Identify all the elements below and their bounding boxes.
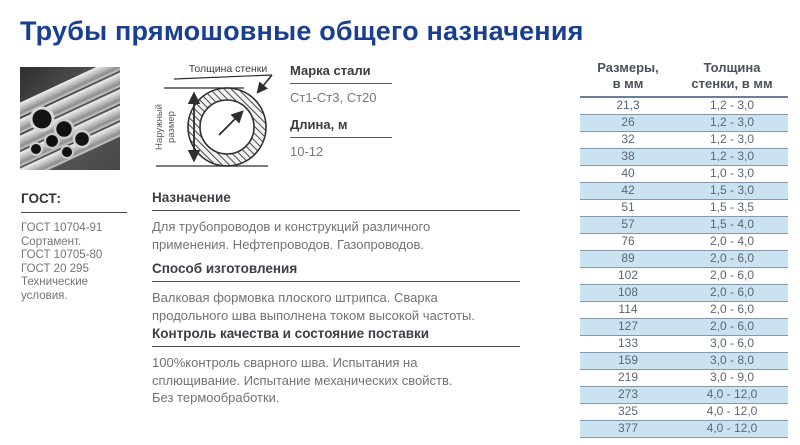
section-heading: Способ изготовления <box>152 261 520 282</box>
wall-cell: 1,2 - 3,0 <box>709 98 755 112</box>
table-row <box>580 234 788 251</box>
wall-cell: 4,0 - 12,0 <box>706 387 758 401</box>
wall-cell: 1,5 - 4,0 <box>709 217 755 231</box>
size-cell: 102 <box>617 268 639 282</box>
size-cell: 159 <box>617 353 639 367</box>
size-cell: 42 <box>621 183 635 197</box>
section-heading: Назначение <box>152 190 520 211</box>
table-row <box>580 336 788 353</box>
wall-thickness-arrow <box>258 75 272 92</box>
wall-cell: 2,0 - 6,0 <box>709 268 755 282</box>
table-row <box>580 166 788 183</box>
page-title: Трубы прямошовные общего назначения <box>20 16 584 46</box>
table-row <box>580 268 788 285</box>
size-cell: 219 <box>617 370 639 384</box>
gost-line: Технические <box>21 276 89 288</box>
size-cell: 51 <box>621 200 635 214</box>
table-row <box>580 285 788 302</box>
size-cell: 127 <box>617 319 639 333</box>
size-cell: 133 <box>617 336 639 350</box>
table-row <box>580 200 788 217</box>
table-row <box>580 302 788 319</box>
wall-cell: 2,0 - 6,0 <box>709 302 755 316</box>
size-cell: 57 <box>621 217 635 231</box>
size-cell: 377 <box>617 421 639 435</box>
table-row <box>580 149 788 166</box>
section-manufacturing <box>152 261 520 324</box>
wall-thickness-label: Толщина стенки <box>188 63 268 75</box>
wall-cell: 2,0 - 6,0 <box>709 251 755 265</box>
size-cell: 38 <box>621 149 635 163</box>
body-line: Без термообработки. <box>152 390 280 405</box>
wall-cell: 4,0 - 12,0 <box>706 404 758 418</box>
wall-cell: 1,2 - 3,0 <box>709 115 755 129</box>
wall-cell: 3,0 - 8,0 <box>709 353 755 367</box>
outer-size-label-line1: Наружный <box>154 104 165 150</box>
section-quality-control <box>152 326 520 407</box>
gost-line: ГОСТ 10704-91 <box>21 222 103 234</box>
size-cell: 40 <box>621 166 635 180</box>
gost-line: Сортамент. <box>21 235 82 248</box>
table-row <box>580 115 788 132</box>
body-line: продольного шва выполнена током высокой частоты. <box>152 307 475 323</box>
table-row <box>580 98 788 115</box>
size-cell: 32 <box>621 132 635 146</box>
size-cell: 108 <box>617 285 639 299</box>
wall-cell: 1,5 - 3,0 <box>709 183 755 197</box>
table-header <box>580 60 788 98</box>
section-body <box>152 289 520 324</box>
table-row <box>580 387 788 404</box>
steel-grade-value: Ст1-Ст3, Ст20 <box>290 90 377 105</box>
section-purpose <box>152 190 520 253</box>
wall-cell: 1,2 - 3,0 <box>709 132 755 146</box>
sizes-table <box>580 60 788 438</box>
body-line: применения. Нефтепроводов. Газопроводов. <box>152 236 425 252</box>
wall-cell: 4,0 - 12,0 <box>706 421 758 435</box>
table-body <box>580 98 788 438</box>
wall-cell: 2,0 - 6,0 <box>709 285 755 299</box>
size-cell: 89 <box>621 251 635 265</box>
length-value: 10-12 <box>290 144 324 159</box>
wall-column-header: Толщина стенки, в мм <box>691 60 773 91</box>
table-row <box>580 183 788 200</box>
body-line: сплющивание. Испытание механических свойств. <box>152 372 453 388</box>
gost-standards-list <box>21 222 127 303</box>
outer-size-label-line2: размер <box>166 111 177 143</box>
wall-cell: 3,0 - 6,0 <box>709 336 755 350</box>
gost-panel <box>21 191 127 303</box>
section-body <box>152 354 520 407</box>
wall-cell: 2,0 - 6,0 <box>709 319 755 333</box>
pipes-photo <box>20 67 120 170</box>
table-row <box>580 353 788 370</box>
pipe-cross-section-diagram <box>148 56 290 180</box>
section-body <box>152 218 520 253</box>
size-column-header: Размеры, в мм <box>597 60 659 91</box>
wall-cell: 1,0 - 3,0 <box>709 166 755 180</box>
gost-line: условия. <box>21 289 68 302</box>
wall-cell: 3,0 - 9,0 <box>709 370 755 384</box>
table-row <box>580 421 788 438</box>
size-cell: 76 <box>621 234 635 248</box>
body-line: 100%контроль сварного шва. Испытания на <box>152 355 418 370</box>
gost-title: ГОСТ: <box>21 191 127 213</box>
body-line: Валковая формовка плоского штрипса. Сварка <box>152 290 438 305</box>
steel-grade-label: Марка стали <box>290 63 392 84</box>
gost-line: ГОСТ 20 295 <box>21 262 89 275</box>
gost-line: ГОСТ 10705-80 <box>21 249 103 261</box>
size-cell: 114 <box>618 302 638 316</box>
size-cell: 273 <box>617 387 639 401</box>
table-row <box>580 132 788 149</box>
pipes-photo-image <box>20 67 120 170</box>
wall-cell: 1,2 - 3,0 <box>709 149 755 163</box>
section-heading: Контроль качества и состояние поставки <box>152 326 520 347</box>
table-row <box>580 319 788 336</box>
specs-panel <box>290 63 398 171</box>
body-line: Для трубопроводов и конструкций различного <box>152 219 431 234</box>
table-row <box>580 217 788 234</box>
wall-cell: 1,5 - 3,5 <box>709 200 755 214</box>
table-row <box>580 251 788 268</box>
wall-cell: 2,0 - 4,0 <box>709 234 755 248</box>
table-row <box>580 404 788 421</box>
length-label: Длина, м <box>290 117 392 138</box>
size-cell: 26 <box>621 115 635 129</box>
size-cell: 325 <box>617 404 639 418</box>
diagram-svg <box>148 56 290 180</box>
size-cell: 21,3 <box>616 98 640 112</box>
table-row <box>580 370 788 387</box>
